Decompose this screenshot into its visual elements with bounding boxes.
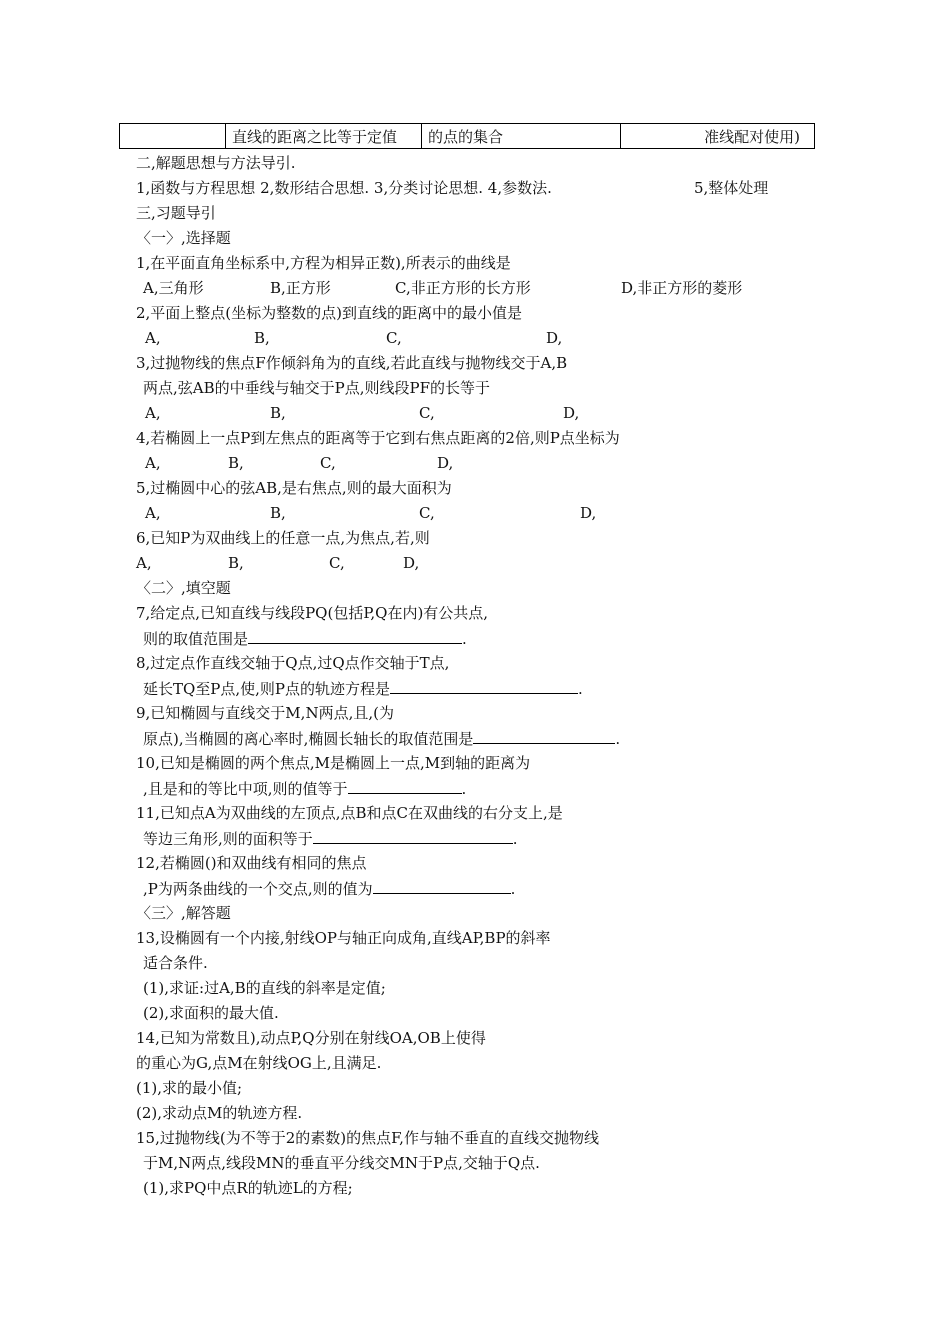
question-text xyxy=(143,778,466,799)
question-text: 于M,N两点,线段MN的垂直平分线交MN于P点,交轴于Q点. xyxy=(143,1154,540,1172)
subsection-heading: 〈三〉,解答题 xyxy=(136,904,231,922)
top-table-fragment xyxy=(119,123,815,149)
question-text: 5,过椭圆中心的弦AB,是右焦点,则的最大面积为 xyxy=(136,479,452,497)
period: . xyxy=(512,830,518,848)
option-b: B, xyxy=(228,454,244,472)
option-a: A, xyxy=(145,404,161,422)
text-line: 5,整体处理 xyxy=(694,179,769,197)
question-text xyxy=(143,628,467,649)
question-text: 9,已知椭圆与直线交于M,N两点,且,(为 xyxy=(136,704,394,722)
question-text: 7,给定点,已知直线与线段PQ(包括P,Q在内)有公共点, xyxy=(136,604,489,622)
option-b: B,正方形 xyxy=(270,279,331,297)
question-text-segment: ,P为两条曲线的一个交点,则的值为 xyxy=(143,880,373,898)
period: . xyxy=(510,880,516,898)
option-a: A, xyxy=(145,504,161,522)
question-text xyxy=(143,878,515,899)
option-c: C, xyxy=(419,504,435,522)
option-c: C,非正方形的长方形 xyxy=(395,279,531,297)
sub-question: (2),求面积的最大值. xyxy=(143,1004,279,1022)
answer-blank xyxy=(348,778,462,794)
question-text: 11,已知点A为双曲线的左顶点,点B和点C在双曲线的右分支上,是 xyxy=(136,804,563,822)
question-text: 6,已知P为双曲线上的任意一点,为焦点,若,则 xyxy=(136,529,430,547)
option-d: D,非正方形的菱形 xyxy=(621,279,743,297)
table-cell: 直线的距离之比等于定值 xyxy=(226,124,422,149)
question-text xyxy=(143,728,620,749)
option-d: D, xyxy=(546,329,563,347)
question-text: 3,过抛物线的焦点F作倾斜角为的直线,若此直线与抛物线交于A,B xyxy=(136,354,568,372)
table-row xyxy=(120,124,815,149)
subsection-heading: 〈一〉,选择题 xyxy=(136,229,231,247)
answer-blank xyxy=(373,878,511,894)
subsection-heading: 〈二〉,填空题 xyxy=(136,579,231,597)
option-a: A, xyxy=(145,329,161,347)
question-text: 15,过抛物线(为不等于2的素数)的焦点F,作与轴不垂直的直线交抛物线 xyxy=(136,1129,599,1147)
section-heading: 三,习题导引 xyxy=(136,204,216,222)
answer-blank xyxy=(248,628,462,644)
question-text xyxy=(143,828,518,849)
option-d: D, xyxy=(580,504,597,522)
question-text: 13,设椭圆有一个内接,射线OP与轴正向成角,直线AP,BP的斜率 xyxy=(136,929,551,947)
question-text: 12,若椭圆()和双曲线有相同的焦点 xyxy=(136,854,367,872)
option-b: B, xyxy=(228,554,244,572)
sub-question: (2),求动点M的轨迹方程. xyxy=(136,1104,303,1122)
option-a: A,三角形 xyxy=(143,279,204,297)
option-c: C, xyxy=(320,454,336,472)
question-text-segment: 则的取值范围是 xyxy=(143,630,249,648)
answer-blank xyxy=(390,678,578,694)
table-cell xyxy=(120,124,226,149)
period: . xyxy=(461,780,467,798)
section-heading: 二,解题思想与方法导引. xyxy=(136,154,296,172)
option-a: A, xyxy=(145,454,161,472)
option-d: D, xyxy=(437,454,454,472)
option-b: B, xyxy=(270,504,286,522)
sub-question: (1),求的最小值; xyxy=(136,1079,243,1097)
table-cell: 的点的集合 xyxy=(422,124,621,149)
period: . xyxy=(462,630,467,648)
option-a: A, xyxy=(136,554,152,572)
sub-question: (1),求证:过A,B的直线的斜率是定值; xyxy=(143,979,386,997)
question-text: 2,平面上整点(坐标为整数的点)到直线的距离中的最小值是 xyxy=(136,304,523,322)
answer-blank xyxy=(473,728,615,744)
question-text-segment: 延长TQ至P点,使,则P点的轨迹方程是 xyxy=(143,680,391,698)
option-b: B, xyxy=(254,329,270,347)
text-line: 1,函数与方程思想 2,数形结合思想. 3,分类讨论思想. 4,参数法. xyxy=(136,179,552,197)
option-c: C, xyxy=(386,329,402,347)
question-text: 8,过定点作直线交轴于Q点,过Q点作交轴于T点, xyxy=(136,654,450,672)
option-c: C, xyxy=(419,404,435,422)
question-text-segment: 等边三角形,则的面积等于 xyxy=(143,830,313,848)
question-text: 10,已知是椭圆的两个焦点,M是椭圆上一点,M到轴的距离为 xyxy=(136,754,531,772)
question-text: 1,在平面直角坐标系中,方程为相异正数),所表示的曲线是 xyxy=(136,254,511,272)
period: . xyxy=(578,680,583,698)
question-text-segment: ,且是和的等比中项,则的值等于 xyxy=(143,780,348,798)
question-text: 14,已知为常数且),动点P,Q分别在射线OA,OB上使得 xyxy=(136,1029,486,1047)
question-text: 两点,弦AB的中垂线与轴交于P点,则线段PF的长等于 xyxy=(143,379,490,397)
question-text: 的重心为G,点M在射线OG上,且满足. xyxy=(136,1054,382,1072)
question-text-segment: 原点),当椭圆的离心率时,椭圆长轴长的取值范围是 xyxy=(143,730,474,748)
table-cell: 准线配对使用) xyxy=(621,124,815,149)
question-text xyxy=(143,678,583,699)
option-b: B, xyxy=(270,404,286,422)
answer-blank xyxy=(313,828,513,844)
period: . xyxy=(615,730,621,748)
sub-question: (1),求PQ中点R的轨迹L的方程; xyxy=(143,1179,353,1197)
question-text: 4,若椭圆上一点P到左焦点的距离等于它到右焦点距离的2倍,则P点坐标为 xyxy=(136,429,620,447)
question-text: 适合条件. xyxy=(143,954,208,972)
option-d: D, xyxy=(403,554,420,572)
option-d: D, xyxy=(563,404,580,422)
option-c: C, xyxy=(329,554,345,572)
